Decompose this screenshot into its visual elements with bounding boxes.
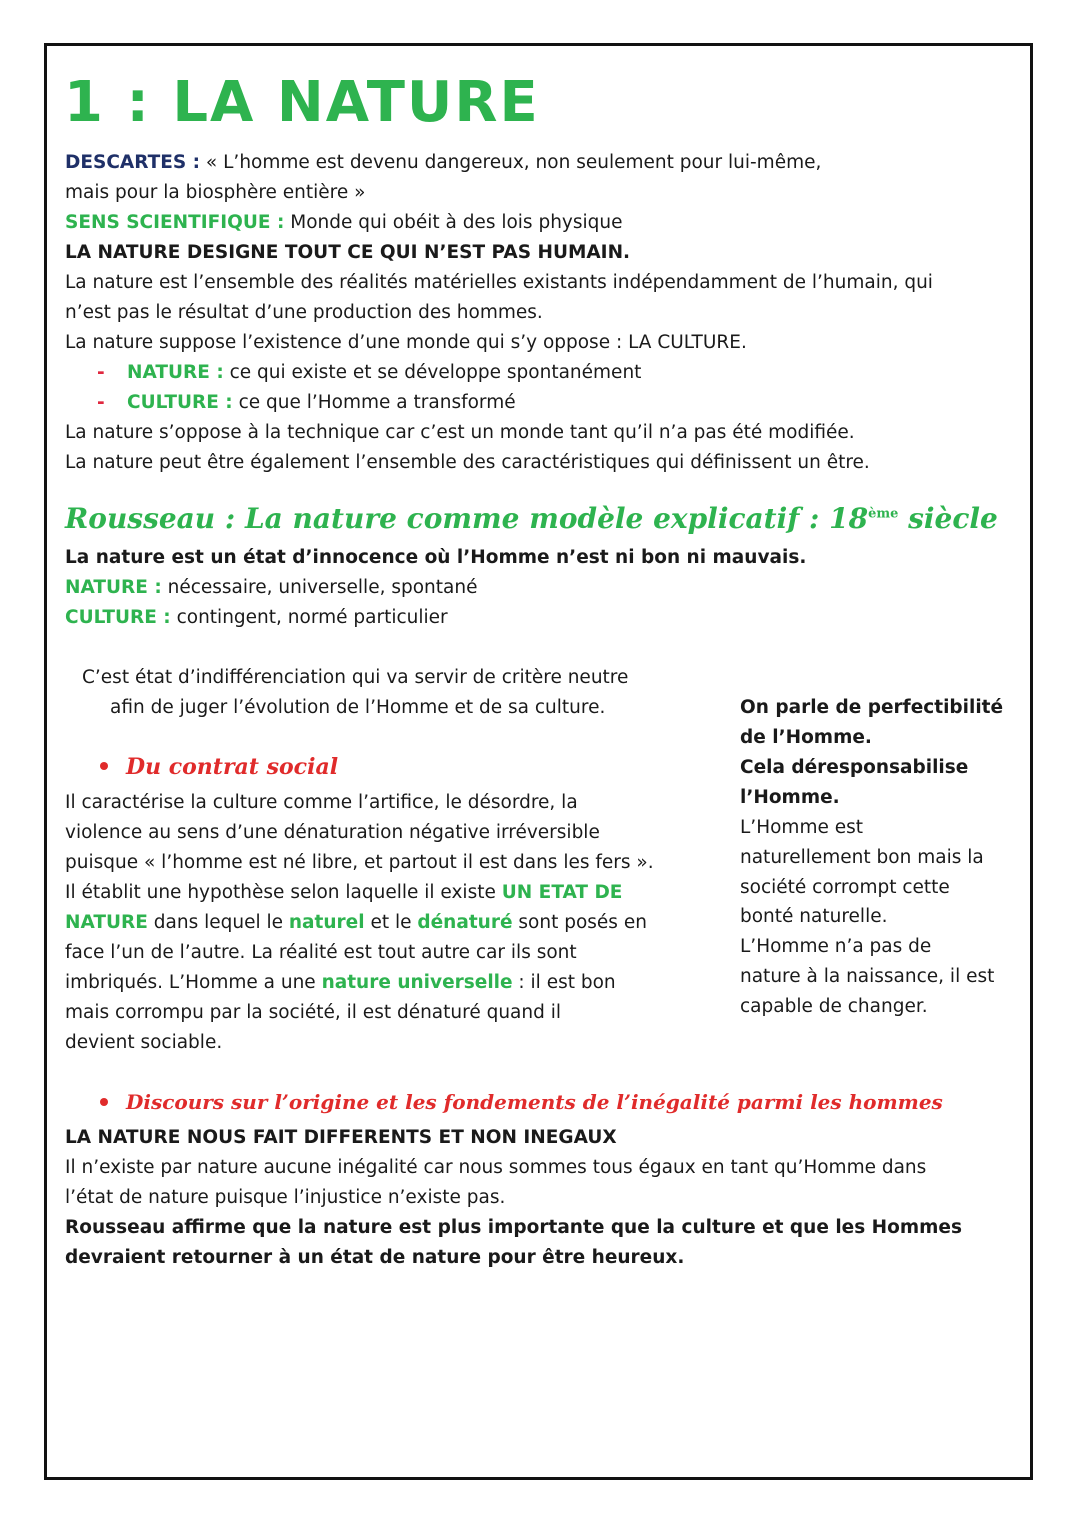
indifferenciation-line-2: afin de juger l’évolution de l’Homme et de sa culture. bbox=[110, 697, 606, 718]
nature-text: nécessaire, universelle, spontané bbox=[161, 577, 478, 598]
contrat-line: face l’un de l’autre. La réalité est tout autre car ils sont bbox=[65, 942, 577, 963]
descartes-quote-1: « L’homme est devenu dangereux, non seulement pour lui-même, bbox=[200, 152, 822, 173]
culture-label: CULTURE : bbox=[65, 607, 171, 628]
dash-text: ce que l’Homme a transformé bbox=[232, 392, 516, 413]
discours-heading-text: Discours sur l’origine et les fondements de l’inégalité parmi les hommes bbox=[126, 1090, 943, 1114]
sens-label: SENS SCIENTIFIQUE : bbox=[65, 212, 285, 233]
side-note-bold: Cela déresponsabilise bbox=[740, 757, 969, 778]
side-note-line: capable de changer. bbox=[740, 996, 928, 1017]
page-title: 1 : LA NATURE bbox=[64, 70, 540, 135]
dash-label: CULTURE : bbox=[127, 392, 233, 413]
sens-text: Monde qui obéit à des lois physique bbox=[284, 212, 623, 233]
side-note-bold: l’Homme. bbox=[740, 787, 840, 808]
sens-scientifique bbox=[65, 208, 623, 238]
side-note-bold: On parle de perfectibilité bbox=[740, 697, 1004, 718]
contrat-line: mais corrompu par la société, il est dénaturé quand il bbox=[65, 1002, 562, 1023]
side-note-line: L’Homme est bbox=[740, 817, 863, 838]
contrat-highlight: naturel bbox=[288, 912, 365, 933]
dash-text: ce qui existe et se développe spontanément bbox=[223, 362, 642, 383]
contrat-line bbox=[65, 878, 622, 908]
descartes-line-2: mais pour la biosphère entière » bbox=[65, 182, 366, 203]
contrat-text: imbriqués. L’Homme a une bbox=[65, 972, 322, 993]
innocence-statement: La nature est un état d’innocence où l’Homme n’est ni bon ni mauvais. bbox=[65, 547, 807, 568]
rousseau-heading-sup: ème bbox=[868, 506, 899, 522]
side-note-line: L’Homme n’a pas de bbox=[740, 936, 932, 957]
dash-item-culture bbox=[97, 388, 516, 418]
discours-line: Il n’existe par nature aucune inégalité car nous sommes tous égaux en tant qu’Homme dans bbox=[65, 1157, 927, 1178]
contrat-text: Il établit une hypothèse selon laquelle il existe bbox=[65, 882, 502, 903]
side-note-line: nature à la naissance, il est bbox=[740, 966, 995, 987]
paragraph-2-line: La nature peut être également l’ensemble des caractéristiques qui définissent un être. bbox=[65, 452, 870, 473]
dash-bullet: - bbox=[97, 362, 105, 383]
paragraph-2-line: La nature s’oppose à la technique car c’est un monde tant qu’il n’a pas été modifiée. bbox=[65, 422, 855, 443]
rousseau-heading-main: Rousseau : La nature comme modèle explicatif : 18 bbox=[65, 502, 869, 535]
contrat-highlight: NATURE bbox=[65, 912, 148, 933]
paragraph-1-line: La nature suppose l’existence d’une monde qui s’y oppose : LA CULTURE. bbox=[65, 332, 747, 353]
contrat-line bbox=[65, 908, 647, 938]
contrat-text: et le bbox=[364, 912, 418, 933]
bullet-dot-icon bbox=[100, 762, 108, 770]
paragraph-1-line: n’est pas le résultat d’une production des hommes. bbox=[65, 302, 543, 323]
contrat-highlight: UN ETAT DE bbox=[501, 882, 623, 903]
contrat-text: sont posés en bbox=[512, 912, 647, 933]
side-note-line: société corrompt cette bbox=[740, 877, 950, 898]
discours-heading bbox=[100, 1090, 943, 1114]
contrat-highlight: dénaturé bbox=[417, 912, 513, 933]
contrat-line: puisque « l’homme est né libre, et partout il est dans les fers ». bbox=[65, 852, 654, 873]
contrat-heading-text: Du contrat social bbox=[126, 754, 339, 780]
discours-conclusion: Rousseau affirme que la nature est plus importante que la culture et que les Hommes bbox=[65, 1217, 962, 1238]
indifferenciation-line-1: C’est état d’indifférenciation qui va servir de critère neutre bbox=[82, 667, 629, 688]
dash-label: NATURE : bbox=[127, 362, 224, 383]
contrat-social-heading bbox=[100, 754, 338, 780]
rousseau-heading bbox=[65, 502, 998, 535]
paragraph-1-line: La nature est l’ensemble des réalités matérielles existants indépendamment de l’humain, qui bbox=[65, 272, 933, 293]
dash-bullet: - bbox=[97, 392, 105, 413]
contrat-highlight: nature universelle bbox=[321, 972, 513, 993]
contrat-line: devient sociable. bbox=[65, 1032, 223, 1053]
side-note-line: bonté naturelle. bbox=[740, 906, 888, 927]
descartes-line-1 bbox=[65, 148, 821, 178]
contrat-text: dans lequel le bbox=[147, 912, 289, 933]
side-note-line: naturellement bon mais la bbox=[740, 847, 984, 868]
contrat-line bbox=[65, 968, 616, 998]
discours-conclusion: devraient retourner à un état de nature pour être heureux. bbox=[65, 1247, 685, 1268]
discours-line: l’état de nature puisque l’injustice n’existe pas. bbox=[65, 1187, 506, 1208]
side-note-bold: de l’Homme. bbox=[740, 727, 872, 748]
discours-caps-statement: LA NATURE NOUS FAIT DIFFERENTS ET NON INEGAUX bbox=[65, 1127, 617, 1148]
contrat-text: : il est bon bbox=[512, 972, 616, 993]
definition-heading: LA NATURE DESIGNE TOUT CE QUI N’EST PAS HUMAIN. bbox=[65, 242, 631, 263]
contrat-line: violence au sens d’une dénaturation négative irréversible bbox=[65, 822, 600, 843]
rousseau-heading-end: siècle bbox=[898, 502, 998, 535]
bullet-dot-icon bbox=[100, 1098, 108, 1106]
rousseau-culture bbox=[65, 603, 448, 633]
culture-text: contingent, normé particulier bbox=[170, 607, 448, 628]
descartes-label: DESCARTES : bbox=[65, 152, 201, 173]
rousseau-nature bbox=[65, 573, 477, 603]
contrat-line: Il caractérise la culture comme l’artifice, le désordre, la bbox=[65, 792, 578, 813]
nature-label: NATURE : bbox=[65, 577, 162, 598]
dash-item-nature bbox=[97, 358, 641, 388]
